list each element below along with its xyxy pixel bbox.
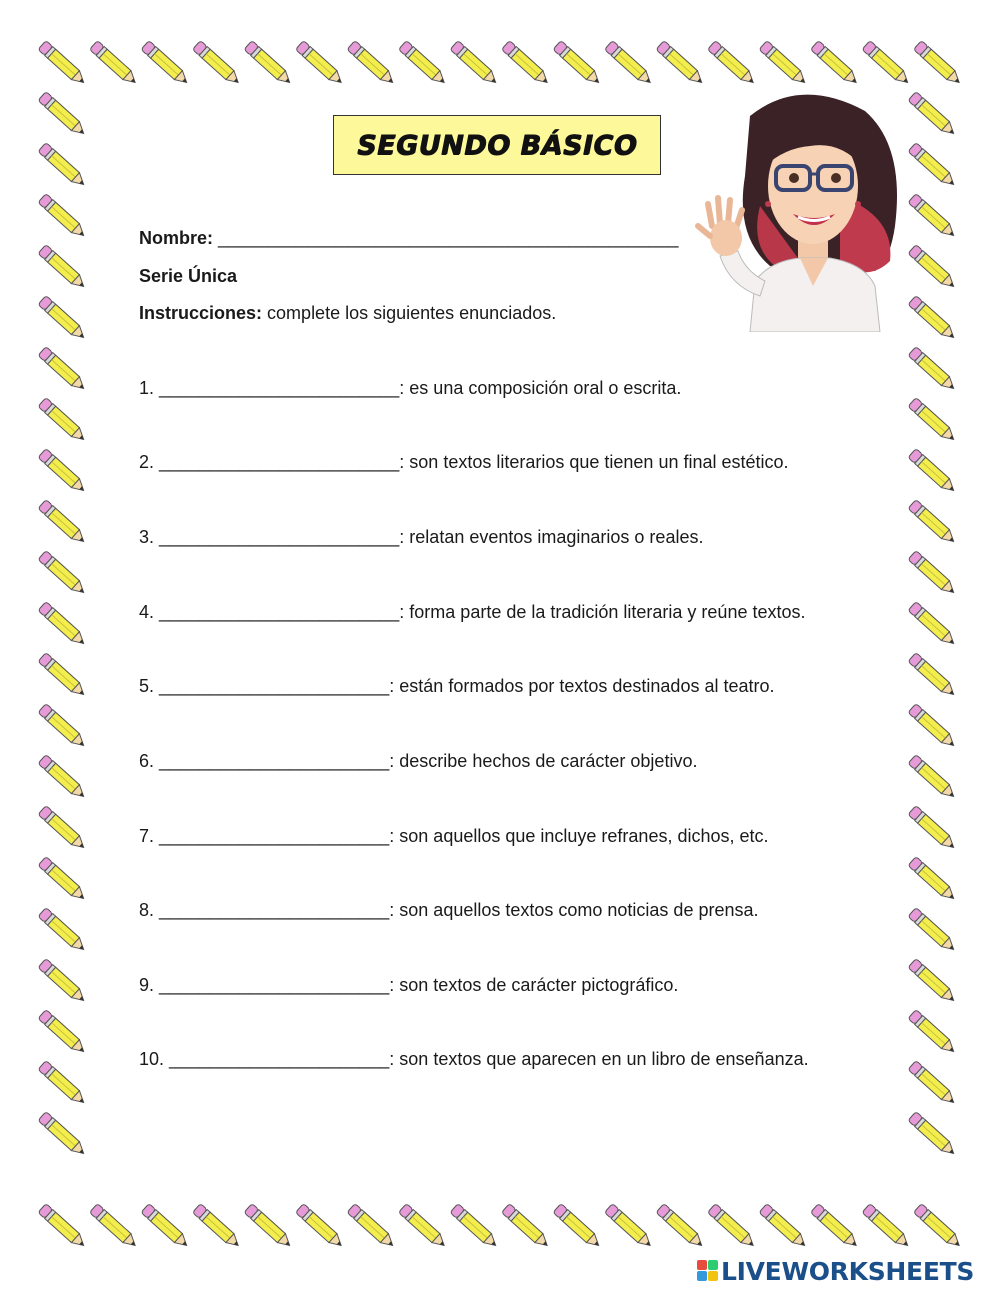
question-row xyxy=(139,527,703,548)
question-row xyxy=(139,602,806,623)
pencil-icon xyxy=(38,857,88,903)
pencil-icon xyxy=(38,143,88,189)
pencil-icon xyxy=(38,959,88,1005)
name-field[interactable]: ______________________________________________ xyxy=(218,228,679,248)
title-box xyxy=(333,115,661,175)
pencil-icon xyxy=(604,41,654,87)
pencil-icon xyxy=(38,1061,88,1107)
question-number: 4. xyxy=(139,602,155,622)
answer-blank[interactable]: _______________________ xyxy=(159,900,390,920)
question-text: : relatan eventos imaginarios o reales. xyxy=(399,527,704,547)
pencil-icon xyxy=(908,194,958,240)
question-row xyxy=(139,826,769,847)
answer-blank[interactable]: _______________________ xyxy=(159,751,390,771)
pencil-icon xyxy=(862,1204,912,1250)
pencil-icon xyxy=(89,1204,139,1250)
pencil-icon xyxy=(908,1061,958,1107)
pencil-icon xyxy=(908,245,958,291)
pencil-icon xyxy=(450,41,500,87)
pencil-icon xyxy=(244,41,294,87)
pencil-icon xyxy=(501,41,551,87)
answer-blank[interactable]: _______________________ xyxy=(159,826,390,846)
pencil-icon xyxy=(908,92,958,138)
instructions-text: complete los siguientes enunciados. xyxy=(267,303,557,323)
name-label: Nombre: xyxy=(139,228,214,248)
pencil-icon xyxy=(38,602,88,648)
question-text: : son textos literarios que tienen un final estético. xyxy=(399,452,789,472)
pencil-icon xyxy=(38,551,88,597)
pencil-icon xyxy=(553,41,603,87)
question-row xyxy=(139,676,775,697)
pencil-icon xyxy=(38,296,88,342)
pencil-icon xyxy=(38,398,88,444)
pencil-icon xyxy=(38,806,88,852)
pencil-icon xyxy=(38,653,88,699)
liveworksheets-logo xyxy=(697,1257,974,1285)
question-text: : es una composición oral o escrita. xyxy=(399,378,682,398)
pencil-icon xyxy=(141,41,191,87)
answer-blank[interactable]: ________________________ xyxy=(159,527,400,547)
pencil-icon xyxy=(908,704,958,750)
pencil-icon xyxy=(908,347,958,393)
pencil-icon xyxy=(347,1204,397,1250)
pencil-icon xyxy=(908,653,958,699)
pencil-icon xyxy=(38,92,88,138)
pencil-icon xyxy=(38,1112,88,1158)
answer-blank[interactable]: _______________________ xyxy=(159,975,390,995)
question-text: : forma parte de la tradición literaria y reúne textos. xyxy=(399,602,806,622)
pencil-icon xyxy=(38,194,88,240)
pencil-icon xyxy=(908,959,958,1005)
pencil-icon xyxy=(38,704,88,750)
answer-blank[interactable]: ______________________ xyxy=(169,1049,390,1069)
answer-blank[interactable]: ________________________ xyxy=(159,602,400,622)
instructions-label: Instrucciones: xyxy=(139,303,263,323)
pencil-icon xyxy=(908,398,958,444)
pencil-icon xyxy=(913,41,963,87)
question-text: : son textos que aparecen en un libro de enseñanza. xyxy=(389,1049,809,1069)
pencil-icon xyxy=(38,908,88,954)
question-text: : están formados por textos destinados al teatro. xyxy=(389,676,775,696)
pencil-icon xyxy=(553,1204,603,1250)
pencil-icon xyxy=(141,1204,191,1250)
pencil-icon xyxy=(38,1010,88,1056)
question-row xyxy=(139,975,678,996)
liveworksheets-icon xyxy=(697,1260,719,1282)
question-number: 9. xyxy=(139,975,155,995)
pencil-icon xyxy=(38,755,88,801)
pencil-icon xyxy=(398,41,448,87)
pencil-icon xyxy=(295,1204,345,1250)
pencil-icon xyxy=(913,1204,963,1250)
question-row xyxy=(139,1049,809,1070)
question-text: : son aquellos que incluye refranes, dichos, etc. xyxy=(389,826,769,846)
teacher-avatar-icon xyxy=(690,86,905,332)
pencil-icon xyxy=(38,245,88,291)
pencil-icon xyxy=(810,41,860,87)
question-number: 6. xyxy=(139,751,155,771)
question-number: 10. xyxy=(139,1049,165,1069)
question-number: 2. xyxy=(139,452,155,472)
series-label: Serie Única xyxy=(139,266,238,286)
pencil-icon xyxy=(908,500,958,546)
name-line xyxy=(139,228,679,249)
question-row xyxy=(139,452,789,473)
pencil-icon xyxy=(656,41,706,87)
answer-blank[interactable]: _______________________ xyxy=(159,676,390,696)
pencil-icon xyxy=(192,41,242,87)
question-number: 7. xyxy=(139,826,155,846)
page-title: SEGUNDO BÁSICO xyxy=(356,129,638,161)
pencil-icon xyxy=(908,806,958,852)
question-text: : describe hechos de carácter objetivo. xyxy=(389,751,698,771)
pencil-icon xyxy=(862,41,912,87)
pencil-icon xyxy=(501,1204,551,1250)
pencil-icon xyxy=(656,1204,706,1250)
question-text: : son aquellos textos como noticias de prensa. xyxy=(389,900,759,920)
pencil-icon xyxy=(89,41,139,87)
pencil-icon xyxy=(908,908,958,954)
pencil-icon xyxy=(38,1204,88,1250)
pencil-icon xyxy=(450,1204,500,1250)
question-number: 3. xyxy=(139,527,155,547)
pencil-icon xyxy=(908,296,958,342)
pencil-icon xyxy=(707,1204,757,1250)
question-text: : son textos de carácter pictográfico. xyxy=(389,975,679,995)
pencil-icon xyxy=(244,1204,294,1250)
pencil-icon xyxy=(908,143,958,189)
pencil-icon xyxy=(908,755,958,801)
pencil-icon xyxy=(38,500,88,546)
pencil-icon xyxy=(192,1204,242,1250)
brand-name: LIVEWORKSHEETS xyxy=(721,1256,975,1286)
pencil-icon xyxy=(908,1112,958,1158)
pencil-icon xyxy=(908,602,958,648)
pencil-icon xyxy=(38,449,88,495)
pencil-icon xyxy=(707,41,757,87)
question-number: 1. xyxy=(139,378,155,398)
pencil-icon xyxy=(908,1010,958,1056)
pencil-icon xyxy=(347,41,397,87)
answer-blank[interactable]: ________________________ xyxy=(159,452,400,472)
pencil-icon xyxy=(908,857,958,903)
question-number: 5. xyxy=(139,676,155,696)
pencil-icon xyxy=(759,1204,809,1250)
pencil-icon xyxy=(759,41,809,87)
question-row xyxy=(139,378,681,399)
pencil-icon xyxy=(398,1204,448,1250)
question-number: 8. xyxy=(139,900,155,920)
pencil-icon xyxy=(810,1204,860,1250)
pencil-icon xyxy=(38,347,88,393)
pencil-icon xyxy=(908,551,958,597)
pencil-icon xyxy=(908,449,958,495)
question-row xyxy=(139,900,759,921)
instructions-line xyxy=(139,303,556,324)
pencil-icon xyxy=(604,1204,654,1250)
pencil-icon xyxy=(38,41,88,87)
question-row xyxy=(139,751,697,772)
pencil-icon xyxy=(295,41,345,87)
answer-blank[interactable]: ________________________ xyxy=(159,378,400,398)
